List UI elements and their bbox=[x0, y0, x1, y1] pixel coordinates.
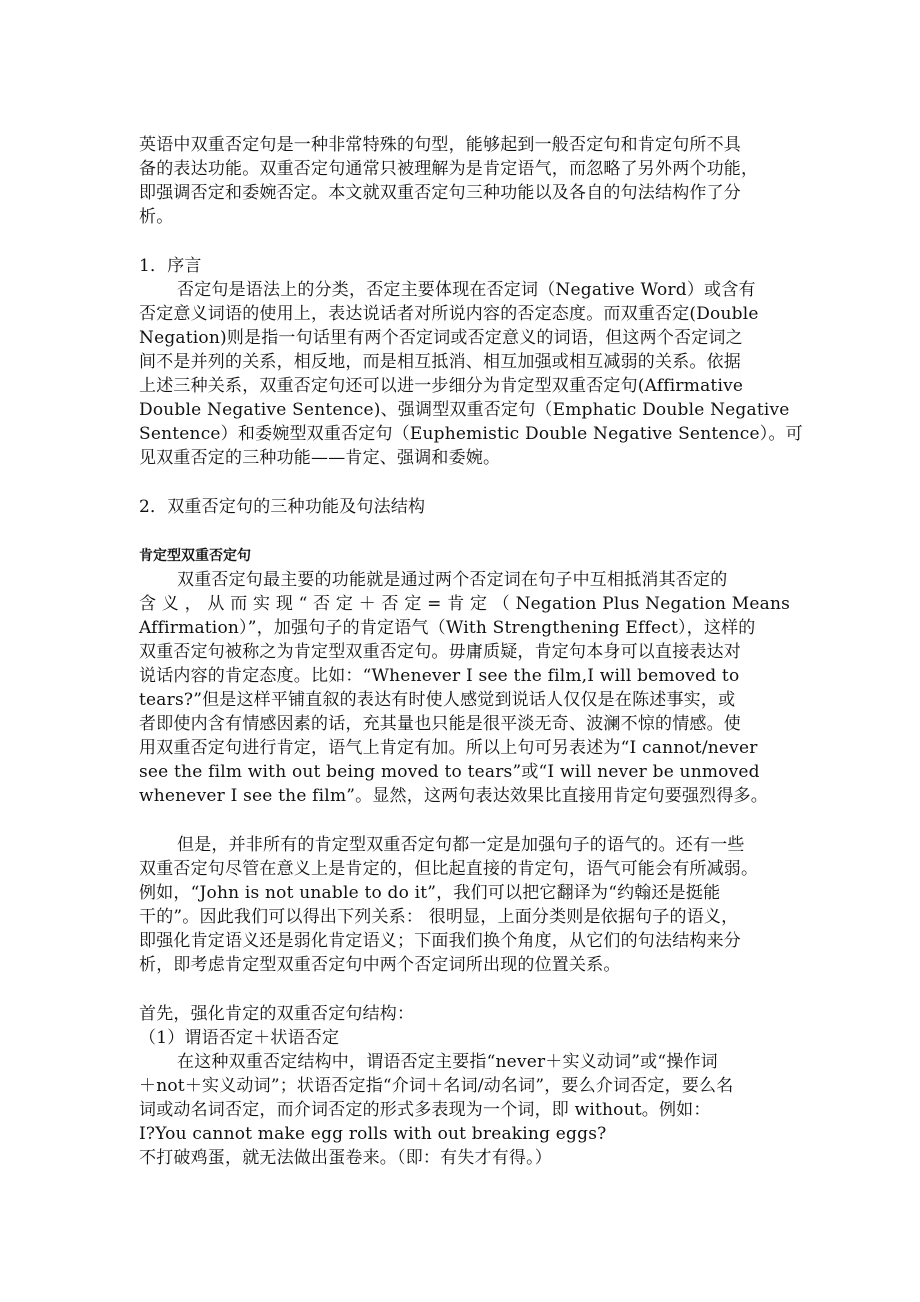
structure-intro: 首先，强化肯定的双重否定句结构： bbox=[139, 1004, 415, 1024]
paragraph-line: ＋not＋实义动词”；状语否定指“介词＋名词/动名词”，要么介词否定，要么名 bbox=[139, 1076, 734, 1096]
paragraph-line: Affirmation）”，加强句子的肯定语气（With Strengthening Effect），这样的 bbox=[139, 618, 756, 638]
paragraph-line: 析，即考虑肯定型双重否定句中两个否定词所出现的位置关系。 bbox=[139, 955, 621, 975]
paragraph-line: 双重否定句尽管在意义上是肯定的，但比起直接的肯定句，语气可能会有所减弱。 bbox=[139, 859, 759, 879]
section-heading: 1．序言 bbox=[139, 256, 202, 276]
spacer bbox=[139, 519, 784, 544]
paragraph-line: 干的”。因此我们可以得出下列关系： 很明显，上面分类则是依据句子的语义， bbox=[139, 907, 739, 927]
document-page bbox=[139, 133, 803, 1170]
paragraph-line: see the film with out being moved to tears”或“I will never be unmoved bbox=[139, 762, 760, 782]
paragraph-line: tears?”但是这样平铺直叙的表达有时使人感觉到说话人仅仅是在陈述事实，或 bbox=[139, 690, 736, 710]
paragraph-line: Double Negative Sentence)、强调型双重否定句（Emphatic Double Negative bbox=[139, 400, 790, 420]
paragraph-line: 词或动名词否定，而介词否定的形式多表现为一个词，即 without。例如： bbox=[139, 1100, 711, 1120]
paragraph-line: 间不是并列的关系，相反地，而是相互抵消、相互加强或相互减弱的关系。依据 bbox=[139, 352, 741, 372]
paragraph-line: 双重否定句被称之为肯定型双重否定句。毋庸质疑，肯定句本身可以直接表达对 bbox=[139, 642, 741, 662]
paragraph-line: 用双重否定句进行肯定，语气上肯定有加。所以上句可另表述为“I cannot/never bbox=[139, 738, 758, 758]
paragraph-line: Negation)则是指一句话里有两个否定词或否定意义的词语，但这两个否定词之 bbox=[139, 328, 743, 348]
paragraph-line: 在这种双重否定结构中，谓语否定主要指“never＋实义动词”或“操作词 bbox=[177, 1052, 718, 1072]
example-sentence: Ⅰ?You cannot make egg rolls with out breaking eggs? bbox=[139, 1124, 607, 1144]
paragraph-line: 上述三种关系，双重否定句还可以进一步细分为肯定型双重否定句(Affirmative bbox=[139, 376, 744, 396]
paragraph-line: 者即使内含有情感因素的话，充其量也只能是很平淡无奇、波澜不惊的情感。使 bbox=[139, 714, 741, 734]
structure-heading: （1）谓语否定＋状语否定 bbox=[139, 1028, 340, 1048]
paragraph-line: 例如，“John is not unable to do it”，我们可以把它翻译为“约翰还是挺能 bbox=[139, 883, 721, 903]
paragraph-line: 但是，并非所有的肯定型双重否定句都一定是加强句子的语气的。还有一些 bbox=[177, 835, 745, 855]
abstract-line: 备的表达功能。双重否定句通常只被理解为是肯定语气，而忽略了另外两个功能， bbox=[139, 159, 759, 179]
section-introduction bbox=[139, 254, 803, 470]
spacer bbox=[139, 808, 784, 833]
abstract-line: 英语中双重否定句是一种非常特殊的句型，能够起到一般否定句和肯定句所不具 bbox=[139, 135, 741, 155]
section-heading: 2．双重否定句的三种功能及句法结构 bbox=[139, 497, 426, 517]
abstract-line: 析。 bbox=[139, 207, 174, 227]
example-translation: 不打破鸡蛋，就无法做出蛋卷来。（即：有失才有得。） bbox=[139, 1148, 552, 1168]
paragraph-line: Sentence）和委婉型双重否定句（Euphemistic Double Negative Sentence）。可 bbox=[139, 424, 803, 444]
paragraph-line: 见双重否定的三种功能——肯定、强调和委婉。 bbox=[139, 448, 501, 468]
paragraph-line: 即强化肯定语义还是弱化肯定语义；下面我们换个角度，从它们的句法结构来分 bbox=[139, 931, 741, 951]
spacer bbox=[139, 977, 784, 1002]
paragraph-line: 双重否定句最主要的功能就是通过两个否定词在句子中互相抵消其否定的 bbox=[177, 570, 728, 590]
abstract bbox=[139, 133, 784, 229]
subsection-heading: 肯定型双重否定句 bbox=[139, 548, 251, 564]
spacer bbox=[139, 470, 784, 495]
paragraph-line: 否定意义词语的使用上，表达说话者对所说内容的否定态度。而双重否定(Double bbox=[139, 304, 759, 324]
section-functions bbox=[139, 495, 791, 1170]
spacer bbox=[139, 229, 784, 254]
paragraph-line: whenever I see the film”。显然，这两句表达效果比直接用肯定句要强烈得多。 bbox=[139, 786, 768, 806]
paragraph-line: 否定句是语法上的分类，否定主要体现在否定词（Negative Word）或含有 bbox=[177, 280, 756, 300]
abstract-line: 即强调否定和委婉否定。本文就双重否定句三种功能以及各自的句法结构作了分 bbox=[139, 183, 741, 203]
paragraph-line: 说话内容的肯定态度。比如：“Whenever I see the film,I will bemoved to bbox=[139, 666, 740, 686]
paragraph-line: 含 义 ， 从 而 实 现 “ 否 定 ＋ 否 定 = 肯 定 （ Negation Plus Negation Means bbox=[139, 594, 791, 614]
